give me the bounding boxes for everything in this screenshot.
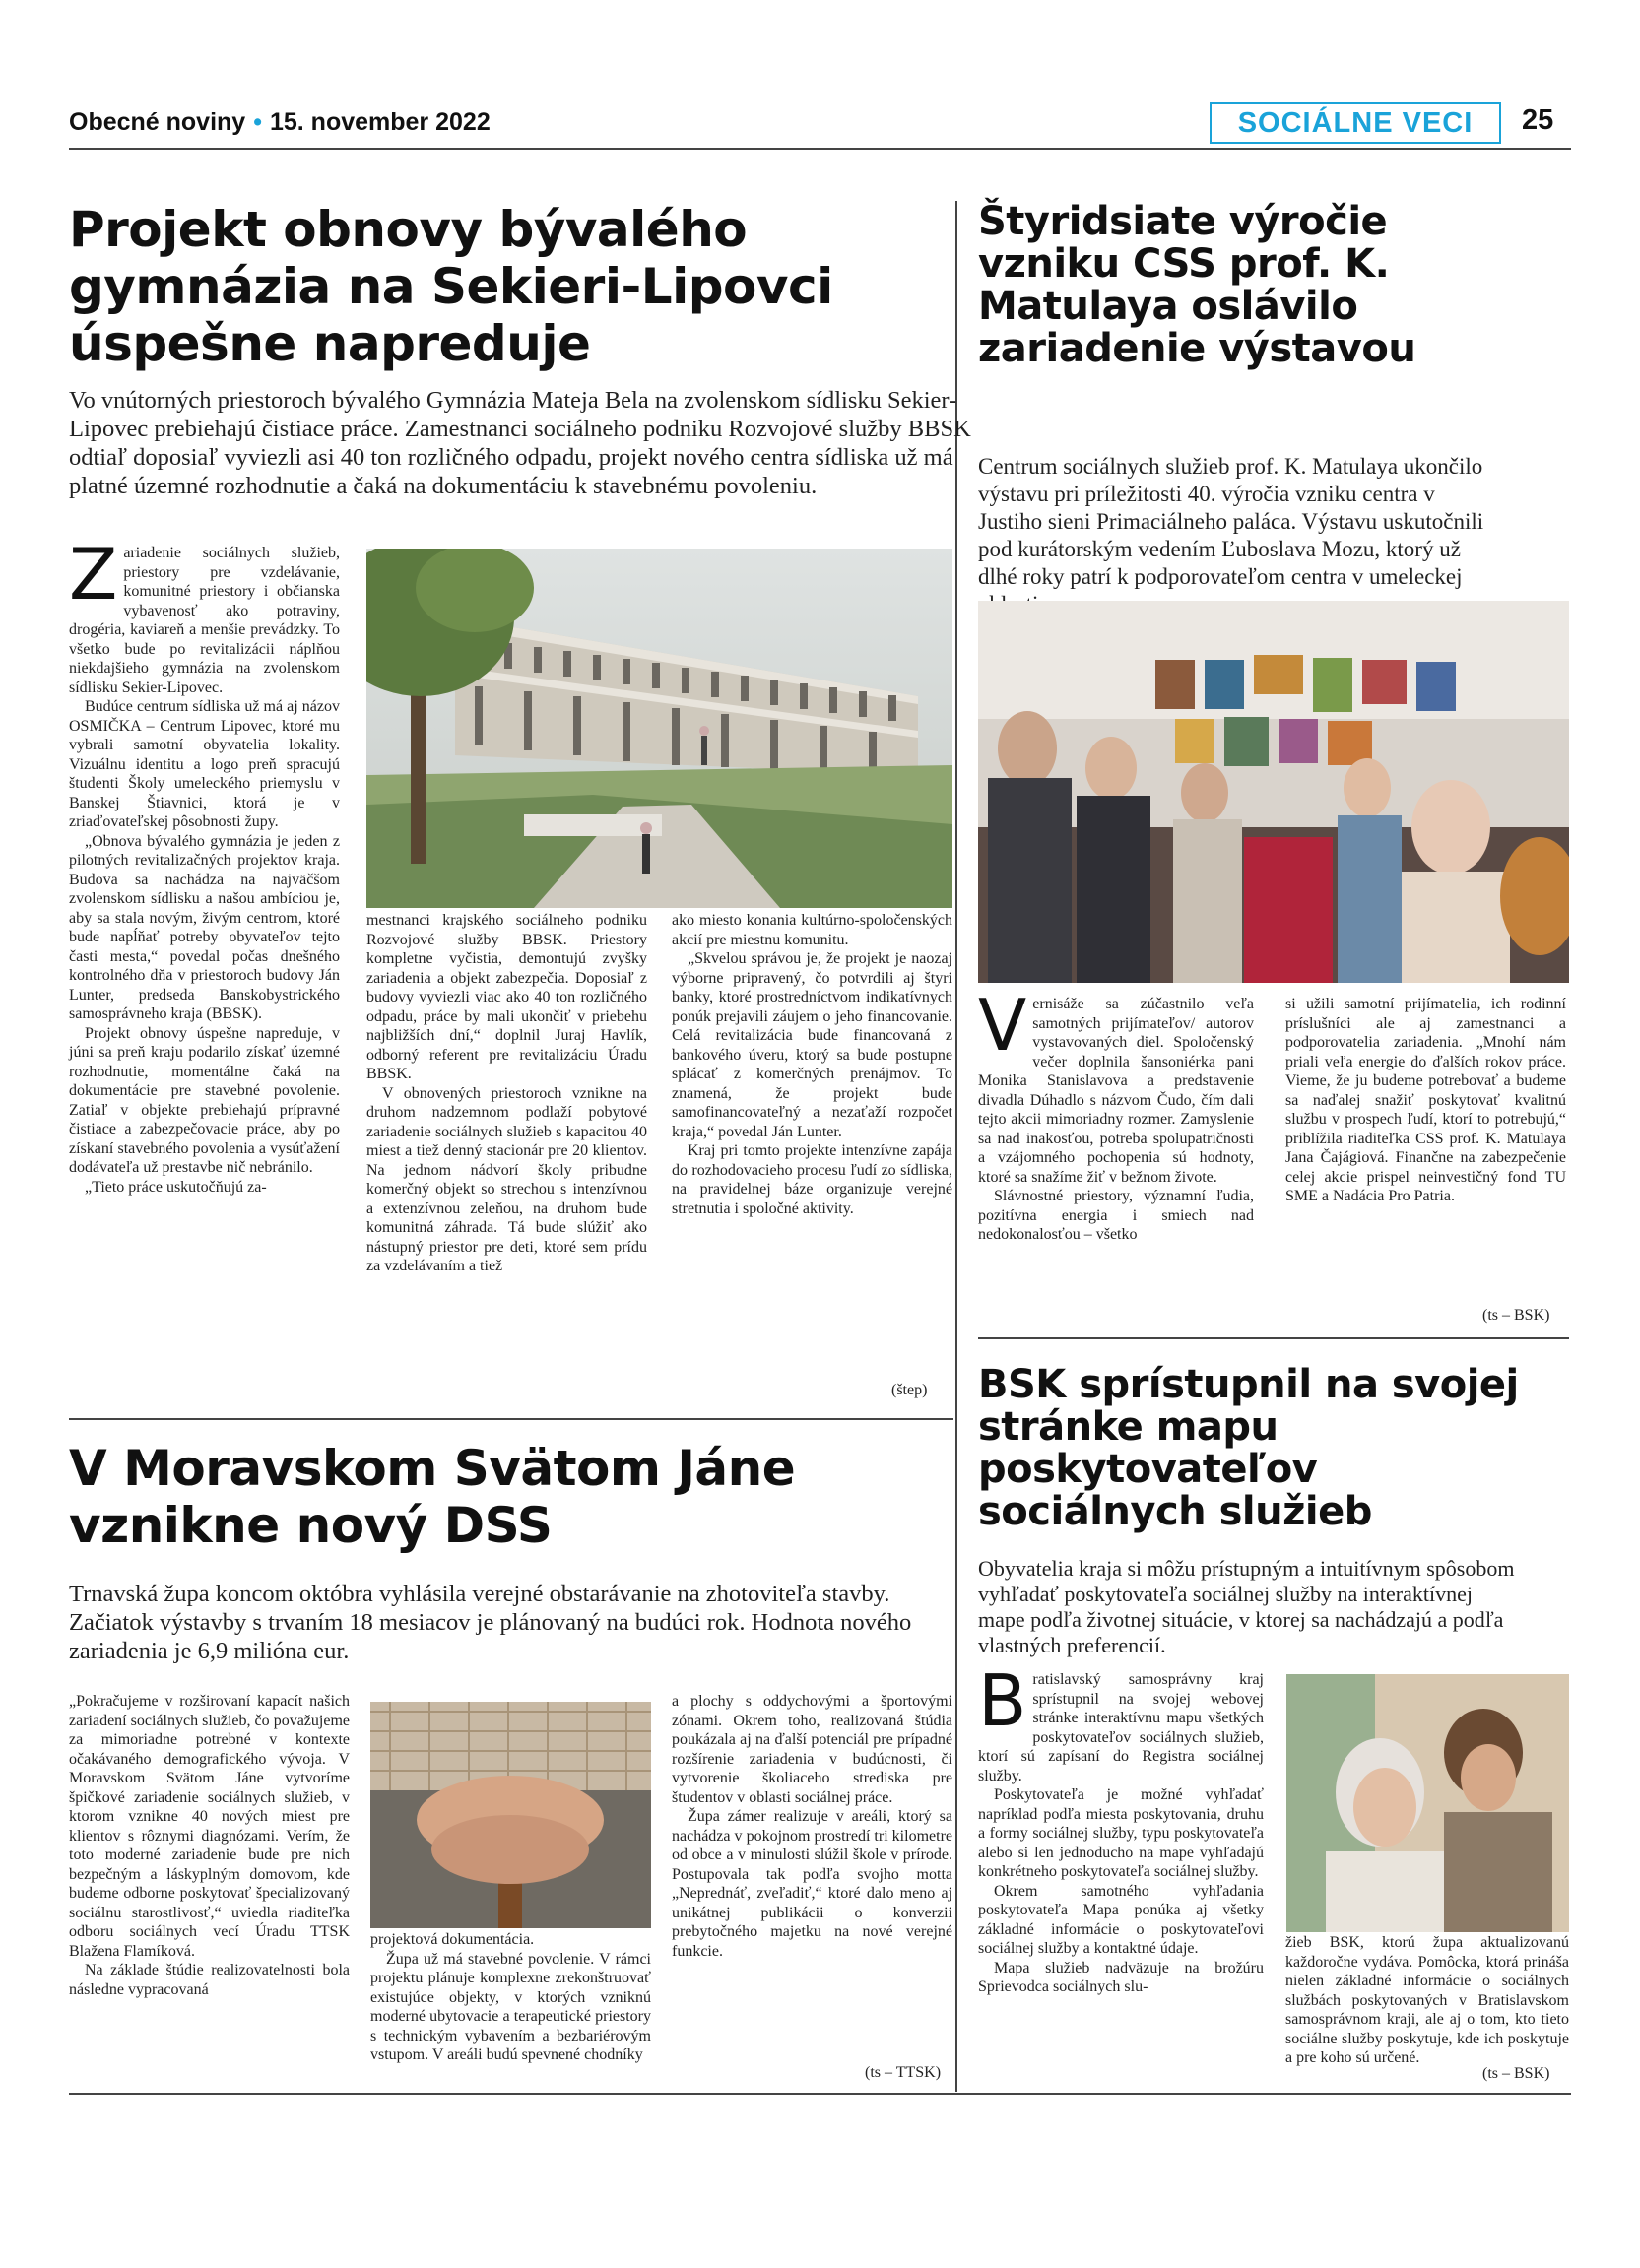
paragraph: V obnovených priestoroch vznikne na druhom nadzemnom podlaží pobytové zariadenie sociálnych služieb s kapacitou 40 miest a tiež denný stacionár pre 20 klientov. Na jednom nádvorí školy pribudne komerčný objekt so strechou s intenzívnou a extenzívnou zeleňou, na druhom bude komunitná záhrada. Tá bude slúžiť ako nástupný priestor pre deti, ktoré sem prídu za vzdelávaním a tiež — [366, 1084, 647, 1274]
paragraph: Poskytovateľa je možné vyhľadať napríklad podľa miesta poskytovania, druhu a formy sociálnej služby, typu poskytovateľa alebo si len jednoducho na mape vyhľadajú konkrétneho poskytovateľa sociálnej služby. — [978, 1786, 1264, 1880]
article4-signature: (ts – BSK) — [1482, 2065, 1550, 2082]
article4-column-2 — [1285, 1933, 1569, 2068]
article2-column-2 — [1285, 995, 1566, 1206]
article1-signature: (štep) — [891, 1382, 928, 1398]
article3-column-2 — [370, 1930, 651, 2065]
paragraph: „Tieto práce uskutočňujú za- — [85, 1178, 267, 1196]
separator-dot: • — [253, 108, 262, 136]
article3-column-3 — [672, 1692, 952, 1961]
paragraph: a plochy s oddychovými a športovými zónami. Okrem toho, realizovaná štúdia poukázala aj na ďalší potenciál pre prípadné rozšírenie zariadenia v budúcnosti, či vytvorenie školiaceho strediska pre študentov v oblasti sociálnej práce. — [672, 1693, 952, 1806]
article4-dropcap: B — [978, 1659, 1027, 1742]
article2-signature: (ts – BSK) — [1482, 1307, 1550, 1324]
newspaper-name: Obecné noviny — [69, 108, 246, 136]
paragraph: mestnanci krajského sociálneho podniku Rozvojové služby BBSK. Priestory kompletne vyčistia, demontujú zvyšky zariadenia a objekt zabezpečia. Doposiaľ z budovy vyviezli viac ako 40 ton rozličného odpadu, práce by mali ukončiť v priebehu najbližších dní,“ doplnil Juraj Havlík, odborný referent pre revitalizáciu Úradu BBSK. — [366, 912, 647, 1082]
paragraph: Okrem samotného vyhľadania poskytovateľa Mapa ponúka aj všetky základné informácie o poskytovateľovi sociálnej služby a kontaktné údaje. — [978, 1882, 1264, 1957]
paragraph: Na základe štúdie realizovatelnosti bola následne vypracovaná — [69, 1962, 350, 1998]
article3-lead: Trnavská župa koncom októbra vyhlásila verejné obstarávanie na zhotoviteľa stavby. Začiatok výstavby s trvaním 18 mesiacov je plánovaný na budúci rok. Hodnota nového zariadenia je 6,9 milióna eur. — [69, 1581, 912, 1664]
exhibition-photo-icon — [978, 601, 1569, 983]
article4-title: BSK sprístupnil na svojej stránke mapu poskytovateľov sociálnych služieb — [978, 1362, 1519, 1534]
paragraph: „Pokračujeme v rozširovaní kapacít našich zariadení sociálnych služieb, čo považujeme za mimoriadne potrebné v kontexte očakávaného demografického vývoja. V Moravskom Svätom Jáne vytvoríme špičkové zariadenie sociálnych služieb, v ktorom vznikne 40 nových miest pre klientov s rôznymi diagnózami. Verím, že toto moderné zariadenie bude pre nich bezpečným a láskyplným domovom, kde budeme odborne poskytovať špecializovaný sociálnu starostlivosť,“ uviedla riaditeľka odboru sociálnych vecí Úradu TTSK Blažena Flamíková. — [69, 1693, 350, 1960]
paragraph: Projekt obnovy úspešne napreduje, v júni sa preň kraju podarilo získať územné rozhodnutie, momentálne čaká na dokumentácie pre stavebné povolenie. Zatiaľ v objekte prebiehajú prípravné čistiace a zabezpečovacie práce, aby po získaní stavebného povolenia a vysúťažení dodávateľa už prestavbe nič nebránilo. — [69, 1024, 340, 1176]
article3-title: V Moravskom Svätom Jáne vznikne nový DSS — [69, 1440, 796, 1554]
building-render-icon — [366, 549, 952, 908]
article-divider — [978, 1337, 1569, 1339]
article1-column-2 — [366, 911, 647, 1276]
article4-column-1 — [978, 1659, 1264, 1997]
issue-date: 15. november 2022 — [269, 108, 491, 136]
paragraph: projektová dokumentácia. — [370, 1931, 535, 1948]
paragraph: Slávnostné priestory, významní ľudia, pozitívna energia i smiech nad nedokonalosťou – všetko — [978, 1188, 1254, 1243]
caregiver-photo-icon — [1286, 1674, 1569, 1932]
paragraph: „Obnova bývalého gymnázia je jeden z pilotných revitalizačných projektov kraja. Budova sa nachádza na najväčšom zvolenskom sídlisku a našou ambíciou je, aby sa stala novým, živým centrom, ktoré bude napĺňať potreby obyvateľov tejto časti mesta,“ povedal počas dnešného kontrolného dňa v priestoroch budovy Ján Lunter, predseda Banskobystrického samosprávneho kraja (BBSK). — [69, 832, 340, 1022]
article3-column-1 — [69, 1692, 350, 1999]
article1-column-3 — [672, 911, 952, 1218]
paragraph: ako miesto konania kultúrno-spoločenských akcií pre miestnu komunitu. — [672, 912, 952, 948]
article2-title: Štyridsiate výročie vzniku CSS prof. K. Matulaya oslávilo zariadenie výstavou — [978, 199, 1416, 371]
article-divider — [69, 1418, 953, 1420]
article1-column-1 — [69, 533, 340, 1197]
article3-signature: (ts – TTSK) — [865, 2064, 942, 2081]
article4-lead: Obyvatelia kraja si môžu prístupným a intuitívnym spôsobom vyhľadať poskytovateľa sociálnej služby na interaktívnej mape podľa životnej situácie, v ktorej sa nachádzajú a podľa vlastných preferencií. — [978, 1556, 1515, 1657]
section-label: SOCIÁLNE VECI — [1210, 102, 1501, 144]
exhibition-photo — [978, 601, 1569, 983]
building-render-image — [366, 549, 952, 908]
paragraph: žieb BSK, ktorú župa aktualizovanú každoročne vydáva. Pomôcka, ktorá prináša nielen základné informácie o sociálnych službách poskytovaných v Bratislavskom samosprávnom kraji, ale aj o tom, kto tieto sociálne služby poskytuje, kde ich poskytuje a pre koho sú určené. — [1285, 1934, 1569, 2066]
paragraph: Mapa služieb nadväzuje na brožúru Sprievodca sociálnych slu- — [978, 1959, 1264, 1995]
paragraph: Župa zámer realizuje v areáli, ktorý sa nachádza v pokojnom prostredí tri kilometre od obce a v minulosti slúžil škole v prírode. Postupovala tak podľa svojho motta „Neprednáť, zveľadiť,“ ktoré dalo meno aj unikátnej publikácii o konverzii prebytočného majetku na nové verejné funkcie. — [672, 1808, 952, 1960]
paragraph: Budúce centrum sídliska už má aj názov OSMIČKA – Centrum Lipovec, ktoré mu vybrali samotní obyvatelia lokality. Vizuálnu identitu a logo preň spracujú študenti Školy umeleckého priemyslu v Banskej Štiavnici, ktorá je v zriaďovateľskej pôsobnosti župy. — [69, 698, 340, 830]
paragraph: ernisáže sa zúčastnilo veľa samotných prijímateľov/ autorov vystavovaných diel. Spoločenský večer doplnila šansoniérka pani Monika Stanislavova a predstavenie divadla Dúhadlo s názvom Čudo, čím dali tejto akcii mimoriadny rozmer. Zamyslenie sa nad inakosťou, potreba spolupatričnosti a vzájomného pochopenia sú hodnoty, ktoré sa snažíme žiť v bežnom živote. — [978, 996, 1254, 1186]
paragraph: Župa už má stavebné povolenie. V rámci projektu plánuje komplexne zrekonštruovať existujúce objekty, v ktorých vzniknú moderné ubytovacie a terapeutické priestory s technickým vybavením a bezbariérovým vstupom. V areáli budú spevnené chodníky — [370, 1950, 651, 2063]
masthead — [69, 108, 491, 137]
footer-rule — [69, 2093, 1571, 2095]
caregiver-photo — [1286, 1674, 1569, 1932]
paragraph: „Skvelou správou je, že projekt je naozaj výborne pripravený, čo potvrdili aj štyri banky, ktoré prostredníctvom indikatívnych ponúk prejavili záujem o jeho financovanie. Celá revitalizácia bude financovaná z bankového úveru, ktorý sa bude postupne splácať z komerčných prenájmov. To znamená, že projekt bude samofinancovateľný a nezaťaží rozpočet kraja,“ povedal Ján Lunter. — [672, 950, 952, 1140]
paragraph: ratislavský samosprávny kraj sprístupnil na svojej webovej stránke interaktívnu mapu všetkých poskytovateľov sociálnych služieb, ktorí sú zapísaní do Registra sociálnej služby. — [978, 1671, 1264, 1784]
article2-lead: Centrum sociálnych služieb prof. K. Matulaya ukončilo výstavu pri príležitosti 40. výročia vzniku centra v Justiho sieni Primaciálneho paláca. Výstavu uskutočnili pod kurátorským vedením Ľuboslava Mozu, ktorý už dlhé roky patrí k podporovateľom centra v umeleckej — [978, 454, 1484, 589]
page-number: 25 — [1522, 104, 1554, 136]
cane-hands-icon — [370, 1702, 651, 1928]
article2-column-1 — [978, 984, 1254, 1245]
header-rule — [69, 148, 1571, 150]
article2-dropcap: V — [978, 984, 1027, 1067]
article1-title: Projekt obnovy bývalého gymnázia na Sekieri-Lipovci úspešne napreduje — [69, 201, 833, 372]
article1-lead: Vo vnútorných priestoroch bývalého Gymnázia Mateja Bela na zvolenskom sídlisku Sekier-Lipovec prebiehajú čistiace práce. Zamestnanci sociálneho podniku Rozvojové služby BBSK odtiaľ doposiaľ vyviezli asi 40 ton rozličného odpadu, projekt nového centra sídliska už má platné územné rozhodnutie a čaká na dokumentáciu k stavebnému povoleniu. — [69, 387, 971, 499]
paragraph: si užili samotní prijímatelia, ich rodinní príslušníci ale aj zamestnanci a podporovatelia zariadenia. „Mnohí nám priali veľa energie do ďalších rokov práce. Vieme, že ju budeme potrebovať a budeme sa naďalej snažiť poskytovať kvalitnú službu v prospech ľudí, ktorí to potrebujú,“ priblížila riaditeľka CSS prof. K. Matulaya Jana Čajágiová. Finančne na zabezpečenie celej akcie prispel neinvestičný fond TU SME a Nadácia Pro Patria. — [1285, 996, 1566, 1204]
cane-hands-image — [370, 1702, 651, 1928]
paragraph: Kraj pri tomto projekte intenzívne zapája do rozhodovacieho procesu ľudí zo sídliska, na pravidelnej báze organizuje verejné stretnutia i spoločné aktivity. — [672, 1142, 952, 1217]
article1-dropcap: Z — [69, 533, 118, 616]
paragraph: ariadenie sociálnych služieb, priestory pre vzdelávanie, komunitné priestory i občianska vybavenosť ako potraviny, drogéria, kaviareň a menšie prevádzky. To všetko bude po revitalizácii náplňou niekdajšieho gymnázia na zvolenskom sídlisku Sekier-Lipovec. — [69, 545, 340, 696]
